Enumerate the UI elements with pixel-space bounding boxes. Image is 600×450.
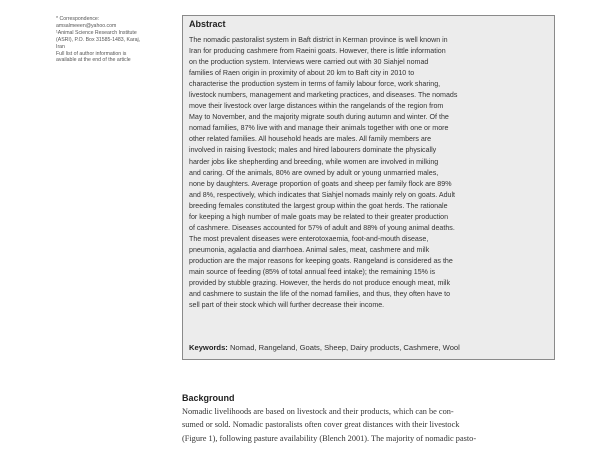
abstract-line: harder jobs like shepherding and breeding, while women are involved in milking (189, 157, 439, 166)
abstract-line: The nomadic pastoralist system in Baft district in Kerman province is well known in (189, 36, 448, 44)
abstract-line: The most prevalent diseases were enterotoxaemia, foot-and-mouth disease, (189, 234, 429, 243)
sidenote-line: ¹Animal Science Research Institute (56, 29, 137, 36)
abstract-line: production are the major reasons for keeping goats. Rangeland is considered as the (189, 256, 453, 265)
abstract-line: of cashmere. Diseases accounted for 57% of adult and 88% of young animal deaths. (189, 223, 455, 232)
keywords-list: Nomad, Rangeland, Goats, Sheep, Dairy products, Cashmere, Wool (227, 343, 460, 352)
abstract-line: livestock numbers, management and marketing practices, and diseases. The nomads (189, 91, 458, 100)
abstract-line: move their livestock over large distances within the rangelands of the region from (189, 102, 444, 111)
keywords (189, 343, 460, 353)
abstract-line: and cashmere to sustain the life of the nomad families, and thus, they often have to (189, 290, 451, 299)
keywords-label: Keywords: (189, 343, 228, 352)
abstract-line: sell part of their stock which will further decrease their income. (189, 301, 385, 310)
abstract-line: for keeping a high number of male goats may be related to their greater production (189, 212, 449, 221)
abstract-line: on the production system. Interviews were carried out with 30 Siahjel nomad (189, 58, 429, 67)
background-body (182, 405, 555, 445)
abstract-line: May to November, and the majority migrate south during autumn and winter. Of the (189, 113, 449, 122)
abstract-line: other related families. All household heads are males. All family members are (189, 135, 432, 144)
sidenote-line[interactable]: amsalmeeen@yahoo.com (56, 22, 117, 29)
background-line: Nomadic livelihoods are based on livestock and their products, which can be con- (182, 407, 454, 416)
background-line: (Figure 1), following pasture availability (Blench 2001). The majority of nomadic pasto- (182, 433, 477, 443)
abstract-box (182, 15, 555, 360)
abstract-line: Iran for producing cashmere from Raeini goats. However, there is little information (189, 47, 446, 56)
abstract-line: none by daughters. Average proportion of goats and sheep per family flock are 89% (189, 179, 452, 188)
abstract-body (189, 35, 548, 311)
abstract-line: and 8%, respectively, which indicates that Siahjel nomads mainly rely on goats. Adult (189, 190, 456, 199)
sidenote-line: Full list of author information is (56, 50, 127, 57)
abstract-heading: Abstract (189, 19, 226, 29)
abstract-line: families of Raen origin in proximity of about 20 km to Baft city in 2010 to (189, 69, 415, 78)
abstract-line: breeding females constituted the largest group within the goat herds. The rationale (189, 201, 448, 210)
background-line: sumed or sold. Nomadic pastoralists often cover great distances with their livestock (182, 420, 460, 430)
sidenote-line: Iran (56, 43, 65, 50)
abstract-line: involved in raising livestock; males and hired labourers dominate the physically (189, 146, 437, 155)
sidenote-line: (ASRI), P.O. Box 31585-1483, Karaj, (56, 36, 141, 43)
abstract-line: characterise the production system in terms of family labour force, work sharing, (189, 80, 441, 89)
abstract-line: provided by stubble grazing. However, the herds do not produce enough meat, milk (189, 279, 451, 288)
background-heading: Background (182, 393, 235, 403)
abstract-line: and caring. Of the animals, 80% are owned by adult or young unmarried males, (189, 168, 439, 177)
sidenote-line: * Correspondence: (56, 16, 100, 22)
author-sidenote (56, 16, 174, 64)
abstract-line: nomad families, 87% live with and manage their animals together with one or more (189, 124, 449, 133)
sidenote-line: available at the end of the article (56, 57, 131, 64)
abstract-line: pneumonia, agalactia and diarrhoea. Animal sales, meat, cashmere and milk (189, 245, 430, 254)
abstract-line: main source of feeding (85% of total annual feed intake); the remaining 15% is (189, 267, 436, 276)
